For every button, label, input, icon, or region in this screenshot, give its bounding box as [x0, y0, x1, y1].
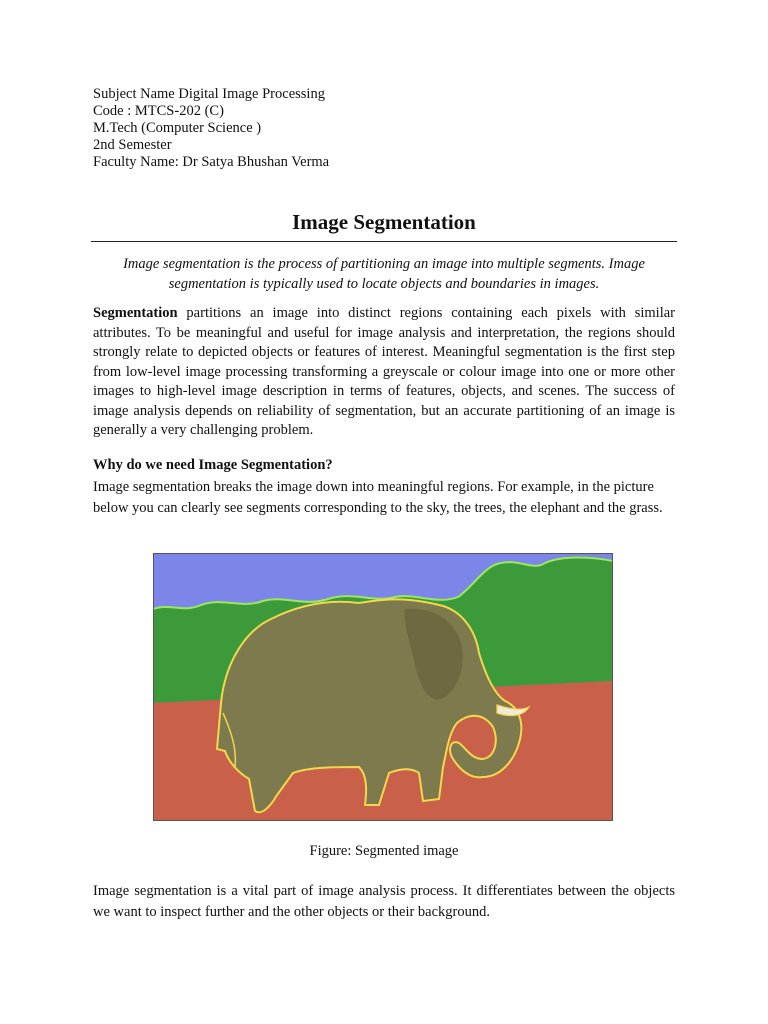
closing-paragraph: Image segmentation is a vital part of image analysis process. It differentiates between the objects we want to inspect further and the other objects or their background. — [93, 883, 675, 920]
course-info — [93, 86, 329, 171]
page-title: Image Segmentation — [292, 210, 476, 234]
faculty-name: Faculty Name: Dr Satya Bhushan Verma — [93, 154, 330, 170]
semester: 2nd Semester — [93, 137, 172, 153]
intro-paragraph — [93, 304, 675, 441]
title-divider — [91, 241, 677, 242]
program-name: M.Tech (Computer Science ) — [93, 120, 262, 136]
segmented-elephant-figure — [153, 553, 613, 821]
section-paragraph: Image segmentation breaks the image down into meaningful regions. For example, in the picture below you can clearly see segments corresponding to the sky, the trees, the elephant and the grass. — [93, 479, 663, 516]
segmentation-image — [153, 553, 613, 821]
subject-name: Subject Name Digital Image Processing — [93, 86, 325, 102]
figure-caption: Figure: Segmented image — [309, 843, 459, 859]
course-code: Code : MTCS-202 (C) — [93, 103, 224, 119]
abstract: Image segmentation is the process of partitioning an image into multiple segments. Image segmentation is typically used to locate objects and boundaries in images. — [123, 256, 645, 292]
intro-text: partitions an image into distinct regions containing each pixels with similar attributes. To be meaningful and useful for image analysis and interpretation, the regions should strongly relate to depicted objects or features of interest. Meaningful segmentation is the first step from low-level image processing transforming a greyscale or colour image into one or more other images to high-level image description in terms of features, objects, and scenes. The success of image analysis depends on reliability of segmentation, but an accurate partitioning of an image is generally a very challenging problem. — [93, 305, 675, 438]
intro-lead-term: Segmentation — [93, 305, 178, 321]
section-heading: Why do we need Image Segmentation? — [93, 457, 333, 473]
